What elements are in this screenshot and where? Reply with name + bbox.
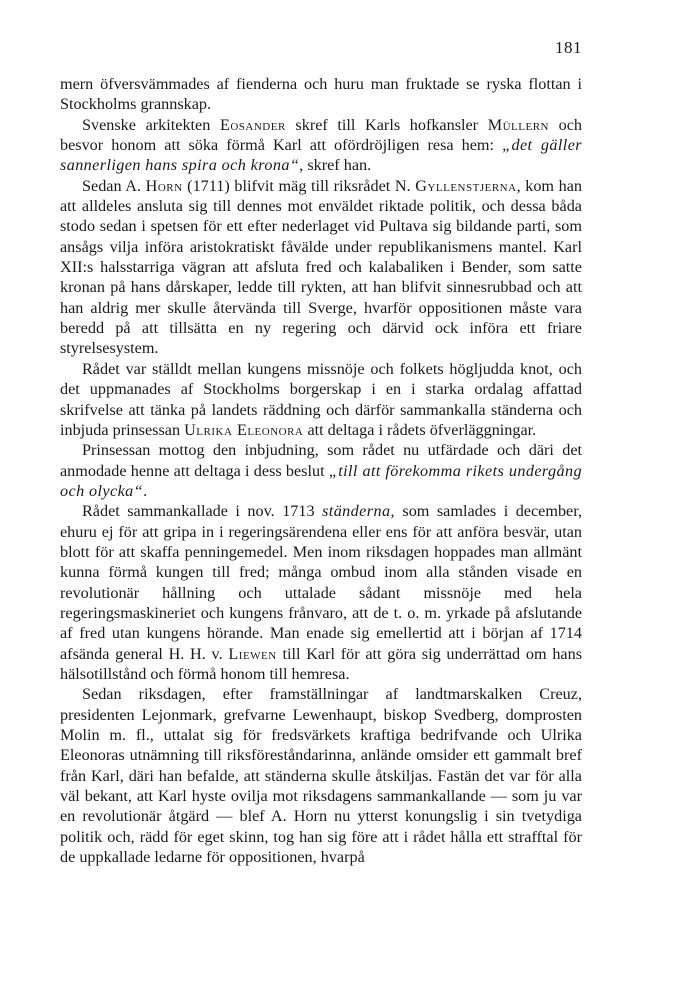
paragraph — [60, 115, 582, 176]
name-smallcaps: Horn — [145, 176, 183, 195]
name-smallcaps: Ulrika Eleonora — [184, 420, 304, 439]
text-run: och besvor honom att söka förmå Karl att ofördröjligen resa hem: — [60, 115, 583, 155]
text-run: Sedan A. — [82, 176, 146, 195]
body-text — [60, 74, 582, 867]
name-smallcaps: Gyllenstjerna — [415, 176, 517, 195]
text-run: som samlades i december, ehuru ej för att gripa in i regeringsärendena eller ens för att anföra besvär, utan blott för att skaffa penningemedel. Men inom riksdagen hoppades man allmänt kunna förmå kungen till fred; många ombud inom alla stånden visade en revolutionär hållning och uttalade sådant missnöje med hela regeringsmaskineriet och kungens frånvaro, att de t. o. m. yrkade på afslutande af fred utan kungens hörande. Man enade sig emellertid att i början af 1714 afsända general H. H. v. — [60, 502, 583, 663]
text-run: , kom han att alldeles ansluta sig till dennes mot enväldet riktade politik, och dessa båda stodo sedan i spetsen för ett efter nederlaget vid Pultava sig bildande parti, som ansågs vilja införa aristokratiskt fåvälde under republikanismens mantel. Karl XII:s halsstarriga vägran att afsluta fred och kalabaliken i Bender, som satte kronan på hans dårskaper, ledde till rykten, att han blifvit sinnesrubbad och att han aldrig mer skulle återvända till Sverge, hvarför oppositionen måste vara beredd på att tillsätta en ny regering och därvid ock införa ett friare styrelsesystem. — [60, 176, 582, 358]
paragraph — [60, 176, 582, 359]
text-run: till Karl för att göra sig underrättad om hans hälsotillstånd och förmå honom till hemresa. — [60, 644, 583, 683]
paragraph — [60, 684, 582, 867]
text-run: Svenske arkitekten — [82, 115, 220, 134]
italic-text: „till att förekomma rikets undergång och olycka“ — [60, 461, 582, 500]
text-run: att deltaga i rådets öfverläggningar. — [303, 420, 537, 439]
name-smallcaps: Müllern — [487, 115, 549, 134]
italic-text: ständerna, — [322, 502, 395, 521]
name-smallcaps: Eosander — [219, 115, 286, 134]
paragraph — [60, 440, 582, 501]
text-run: . — [143, 481, 148, 500]
text-run: Rådet sammankallade i nov. 1713 — [82, 502, 323, 521]
text-run: Sedan riksdagen, efter framställningar af landtmarskalken Creuz, presidenten Lejonmark, grefvarne Lewenhaupt, biskop Svedberg, domprosten Molin m. fl., uttalat sig för fredsvärkets kraftiga bedrifvande och Ulrika Eleonoras utnämning till riksföreståndarinna, anlände omsider ett gammalt bref från Karl, däri han befalde, att ständerna skulle åtskiljas. Fastän det var för alla väl bekant, att Karl hyste ovilja mot riksdagens sammankallande — som ju var en revolutionär åtgärd — blef A. Horn nu ytterst konungslig i sin tvetydiga politik och, rädd för eget skinn, tog han sig före att i rådet hålla ett strafftal för de uppkallade ledarne för oppositionen, hvarpå — [60, 685, 582, 867]
text-run: , skref han. — [299, 156, 372, 175]
paragraph — [60, 74, 582, 115]
text-run: Prinsessan mottog den inbjudning, som rådet nu utfärdade och däri det anmodade henne att deltaga i dess beslut — [60, 441, 582, 480]
name-smallcaps: Liewen — [228, 644, 277, 663]
paragraph — [60, 501, 582, 684]
page-number: 181 — [555, 38, 582, 57]
text-run: (1711) blifvit mäg till riksrådet N. — [182, 176, 416, 195]
text-run: Rådet var ställdt mellan kungens missnöje och folkets högljudda knot, och det uppmanades af Stockholms borgerskap i en i starka ordalag affattad skrifvelse att tänka på landets räddning och därför sammankalla ständerna och inbjuda prinsessan — [60, 359, 582, 439]
text-run: skref till Karls hofkansler — [285, 115, 488, 134]
italic-text: „det gäller sannerligen hans spira och krona“ — [60, 136, 582, 175]
text-run: mern öfversvämmades af fienderna och huru man fruktade se ryska flottan i Stockholms grannskap. — [60, 75, 582, 114]
paragraph — [60, 359, 582, 440]
